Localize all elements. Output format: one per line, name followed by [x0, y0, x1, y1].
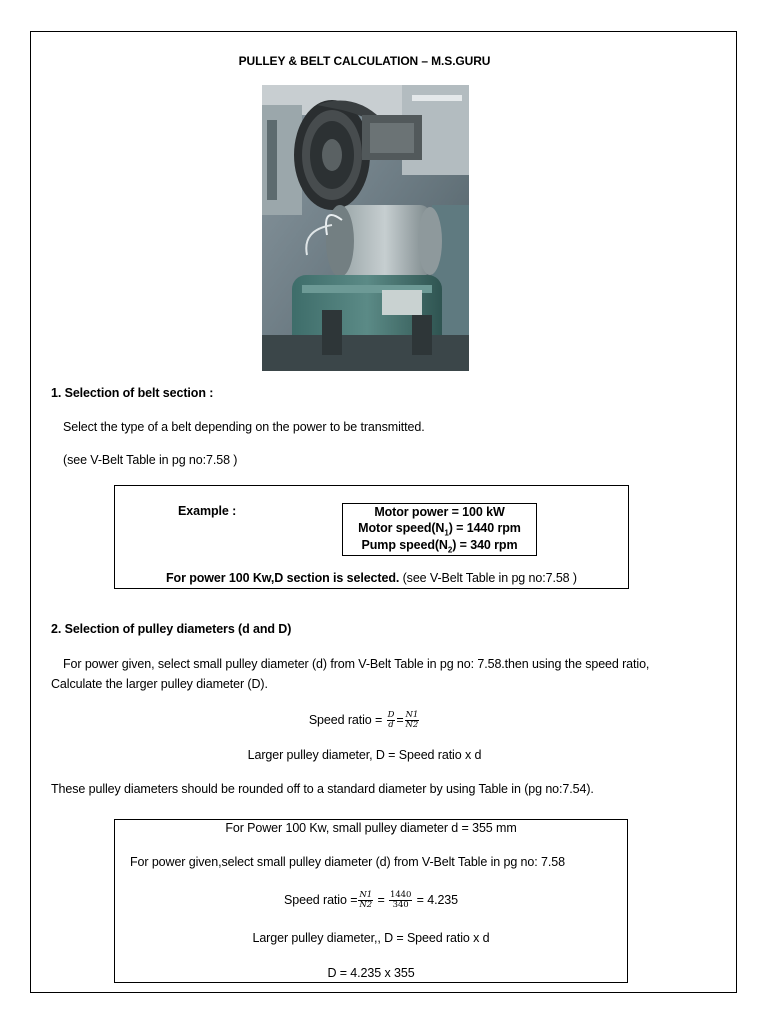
pump-speed: [343, 538, 536, 555]
example-values-box: [342, 503, 537, 556]
calc-final: D = 4.235 x 355: [327, 966, 415, 980]
rounding-note: These pulley diameters should be rounded off to a standard diameter by using Table in (pg no:7.54).: [51, 782, 594, 796]
motor-speed-suffix: ) = 1440 rpm: [448, 521, 521, 535]
pump-speed-suffix: ) = 340 rpm: [452, 538, 518, 552]
calculation-box: [114, 819, 628, 983]
calc-speed-ratio-label: Speed ratio =: [284, 893, 358, 907]
calc-larger: Larger pulley diameter,, D = Speed ratio x d: [252, 931, 490, 945]
example-box: [114, 485, 629, 589]
motor-power: Motor power = 100 kW: [374, 505, 505, 519]
example-footer-bold: For power 100 Kw,D section is selected.: [166, 571, 400, 585]
motor-speed: [343, 521, 536, 538]
larger-pulley-formula: Larger pulley diameter, D = Speed ratio x d: [247, 748, 482, 762]
frac-D: D: [387, 710, 395, 721]
calc-frac-N2: N2: [359, 900, 373, 911]
formula-equals: =: [396, 713, 404, 727]
pump-speed-sub: 2: [447, 545, 453, 555]
document-page: [30, 31, 737, 993]
section2-para-line2: Calculate the larger pulley diameter (D).: [51, 677, 268, 691]
example-label: Example :: [178, 504, 237, 518]
calc-result: = 4.235: [416, 893, 458, 907]
fraction-D-over-d: [387, 711, 396, 730]
calc-frac-N1: N1: [359, 890, 373, 901]
frac-N2: N2: [405, 720, 419, 731]
section1-line1: Select the type of a belt depending on the power to be transmitted.: [63, 420, 425, 434]
calc-fraction-1440-over-340: [389, 891, 412, 910]
photo-pulley-belt-motor: [262, 85, 469, 371]
calc-frac-1440: 1440: [390, 890, 412, 901]
speed-ratio-formula: [31, 709, 698, 731]
fraction-N1-over-N2: [405, 711, 420, 730]
section1-line2: (see V-Belt Table in pg no:7.58 ): [63, 453, 238, 467]
calc-speed-ratio: [115, 889, 627, 911]
frac-N1: N1: [405, 710, 419, 721]
calc-frac-340: 340: [392, 900, 409, 911]
frac-d: d: [388, 720, 394, 731]
example-footer: [115, 571, 628, 585]
section2-heading: 2. Selection of pulley diameters (d and D): [51, 622, 292, 636]
section1-heading: 1. Selection of belt section :: [51, 386, 214, 400]
speed-ratio-label: Speed ratio =: [308, 713, 386, 727]
calc-line2: For power given,select small pulley diameter (d) from V-Belt Table in pg no: 7.58: [130, 855, 565, 869]
calc-fraction-N1-over-N2: [358, 891, 373, 910]
motor-speed-sub: 1: [444, 528, 449, 538]
motor-speed-prefix: Motor speed(N: [358, 521, 445, 535]
pump-speed-prefix: Pump speed(N: [361, 538, 448, 552]
section2-para-line1: For power given, select small pulley diameter (d) from V-Belt Table in pg no: 7.58.then using the speed ratio,: [63, 657, 650, 671]
calc-equals: =: [377, 893, 385, 907]
document-title: PULLEY & BELT CALCULATION – M.S.GURU: [238, 54, 491, 68]
example-footer-normal: (see V-Belt Table in pg no:7.58 ): [399, 571, 577, 585]
calc-line1: For Power 100 Kw, small pulley diameter d = 355 mm: [225, 821, 517, 835]
